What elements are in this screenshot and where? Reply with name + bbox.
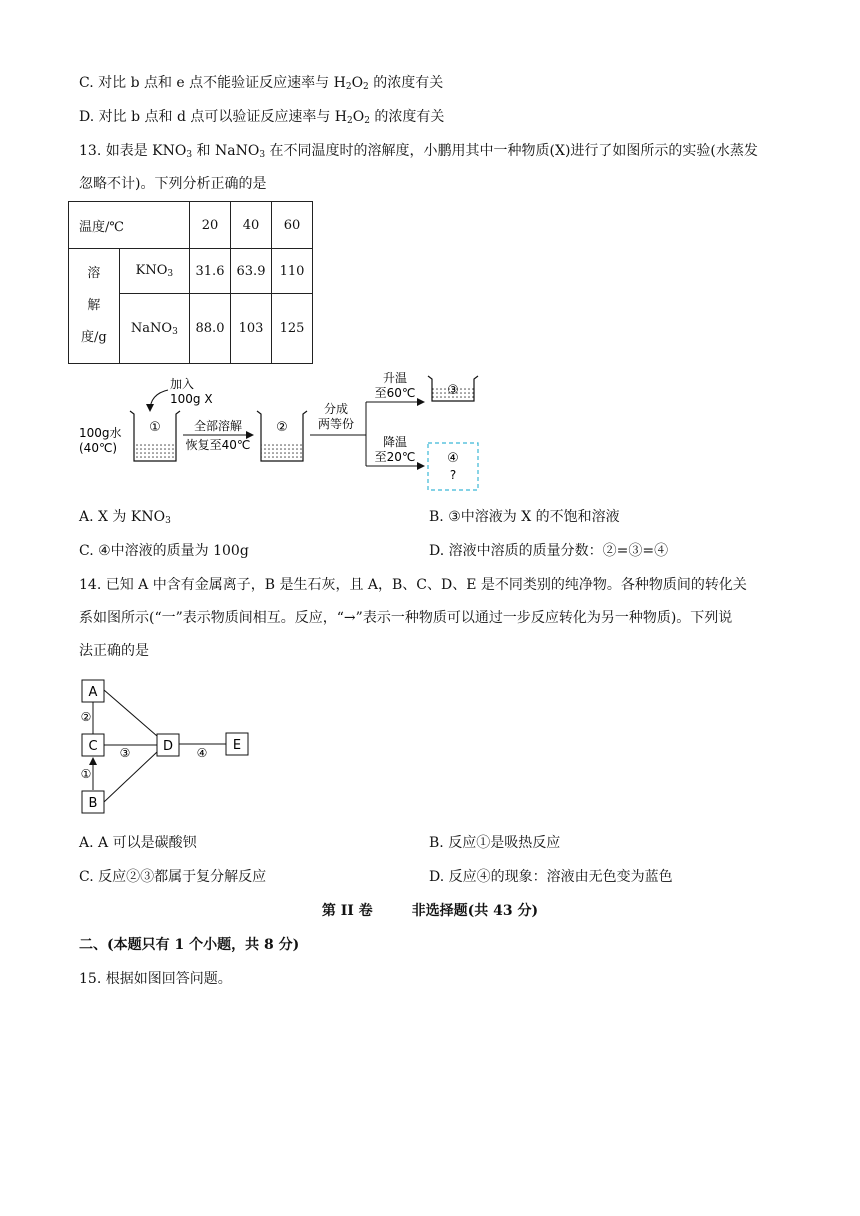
table-solubility-label: 溶 解 度/g bbox=[69, 249, 120, 364]
q13-option-b: B. ③中溶液为 X 的不饱和溶液 bbox=[429, 509, 620, 525]
table-substance-kno3: $KNO_3$ bbox=[119, 249, 189, 294]
q13-stem-line1: 13. 如表是 $KNO_3$ 和 NaNO$_3$ 在不同温度时的溶解度，小鹏用其中一种物质(X)进行了如图所示的实验(水蒸发 bbox=[79, 143, 758, 160]
water-label-line1: 100g水 bbox=[79, 426, 122, 440]
cool-label-line1: 降温 bbox=[382, 435, 408, 449]
table-cell: 110 bbox=[272, 249, 313, 294]
dissolve-label: 全部溶解 bbox=[193, 419, 243, 433]
add-label-line2: 100g X bbox=[170, 392, 213, 406]
beaker-2-label: ② bbox=[276, 420, 288, 435]
section-ii-title: 第 II 卷 非选择题(共 43 分) bbox=[321, 903, 539, 919]
node-d: D bbox=[162, 739, 174, 754]
beaker-4-question: ? bbox=[449, 468, 457, 482]
add-label-line1: 加入 bbox=[170, 377, 195, 391]
q14-option-c: C. 反应②③都属于复分解反应 bbox=[79, 869, 267, 885]
table-cell: 63.9 bbox=[231, 249, 272, 294]
q13-stem-line2: 忽略不计)。下列分析正确的是 bbox=[79, 176, 267, 192]
q13-option-c: C. ④中溶液的质量为 100g bbox=[79, 543, 249, 559]
q15-stem: 15. 根据如图回答问题。 bbox=[79, 971, 232, 987]
node-b: B bbox=[88, 796, 98, 811]
reaction-1-label: ① bbox=[80, 767, 92, 781]
beaker-4-label: ④ bbox=[447, 451, 459, 466]
table-temp-cell: 60 bbox=[272, 202, 313, 249]
q12-option-c: C. 对比 b 点和 e 点不能验证反应速率与 $H_2O_2$ 的浓度有关 bbox=[79, 75, 444, 92]
q13-option-d: D. 溶液中溶质的质量分数：②=③=④ bbox=[429, 543, 669, 559]
reaction-3-label: ③ bbox=[119, 746, 131, 760]
beaker-1-label: ① bbox=[149, 420, 161, 435]
table-cell: 88.0 bbox=[190, 294, 231, 364]
heat-label-line1: 升温 bbox=[382, 371, 408, 385]
q14-option-b: B. 反应①是吸热反应 bbox=[429, 835, 561, 851]
table-cell: 103 bbox=[231, 294, 272, 364]
restore-label: 恢复至40℃ bbox=[185, 438, 251, 452]
q12-option-d: D. 对比 b 点和 d 点可以验证反应速率与 $H_2O_2$ 的浓度有关 bbox=[79, 109, 445, 126]
link-a-d bbox=[104, 690, 157, 736]
table-cell: 31.6 bbox=[190, 249, 231, 294]
node-a: A bbox=[88, 685, 98, 700]
q14-option-d: D. 反应④的现象：溶液由无色变为蓝色 bbox=[429, 869, 673, 885]
node-c: C bbox=[88, 739, 98, 754]
part-two-heading: 二、(本题只有 1 个小题，共 8 分) bbox=[79, 937, 300, 953]
split-label-line2: 两等份 bbox=[317, 417, 355, 431]
table-cell: 125 bbox=[272, 294, 313, 364]
heat-label-line2: 至60℃ bbox=[374, 386, 416, 400]
reaction-4-label: ④ bbox=[196, 746, 208, 760]
table-temp-cell: 40 bbox=[231, 202, 272, 249]
q13-option-a: A. X 为 $KNO_3$ bbox=[79, 509, 171, 526]
link-b-d bbox=[104, 752, 157, 802]
table-temp-cell: 20 bbox=[190, 202, 231, 249]
reaction-2-label: ② bbox=[80, 710, 92, 724]
water-label-line2: (40℃) bbox=[79, 441, 118, 455]
q14-stem-line3: 法正确的是 bbox=[79, 643, 149, 659]
q14-stem-line1: 14. 已知 A 中含有金属离子，B 是生石灰，且 A，B、C、D、E 是不同类别的纯净物。各种物质间的转化关 bbox=[79, 577, 747, 593]
q14-stem-line2: 系如图所示(“一”表示物质间相互。反应，“→”表示一种物质可以通过一步反应转化为另一种物质)。下列说 bbox=[79, 610, 733, 626]
q14-option-a: A. A 可以是碳酸钡 bbox=[79, 835, 197, 851]
node-e: E bbox=[232, 738, 242, 753]
table-temp-label: 温度/℃ bbox=[69, 202, 190, 249]
cool-label-line2: 至20℃ bbox=[374, 450, 416, 464]
table-substance-nano3: NaNO$_3$ bbox=[119, 294, 189, 364]
beaker-3-label: ③ bbox=[447, 383, 459, 398]
split-label-line1: 分成 bbox=[323, 402, 349, 416]
